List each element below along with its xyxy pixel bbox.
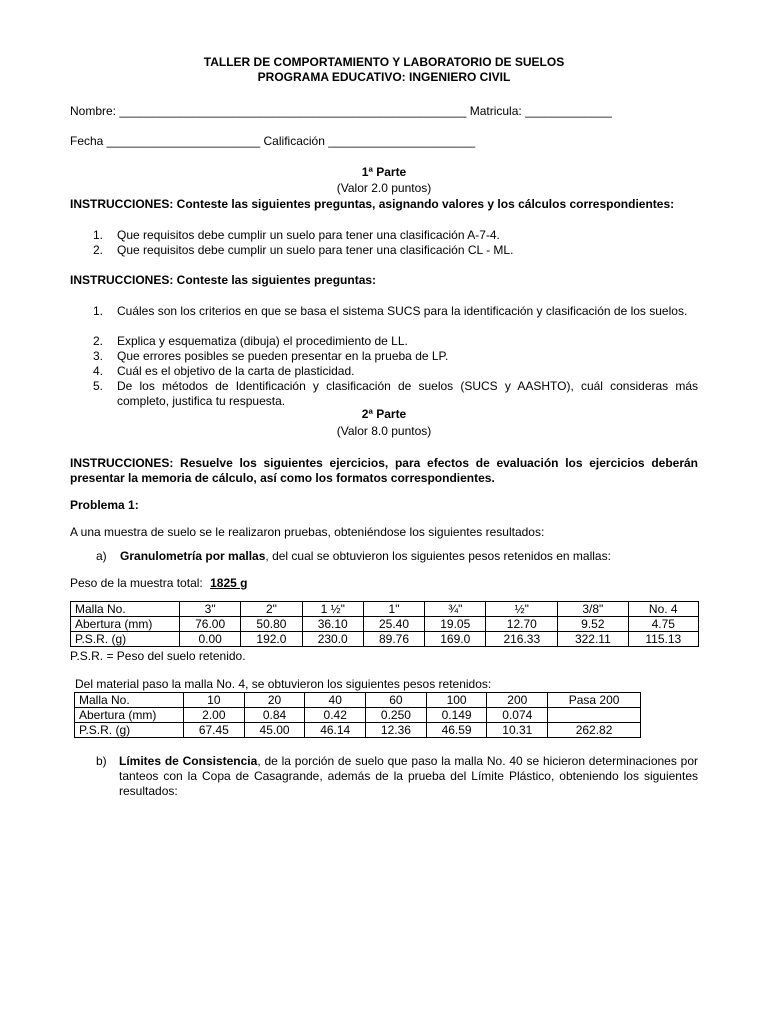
table-cell: 216.33: [486, 632, 558, 647]
table-cell: 322.11: [558, 632, 628, 647]
item-b-label: b): [96, 754, 107, 768]
table-cell: 3/8": [558, 602, 628, 617]
table-row: [71, 617, 699, 632]
item-a: [96, 549, 611, 564]
table-cell: 10.31: [487, 723, 548, 738]
granulometry-table-1: [70, 601, 699, 647]
table-cell: 40: [305, 693, 366, 708]
table-cell: P.S.R. (g): [75, 723, 184, 738]
table-cell: 20: [244, 693, 305, 708]
peso-label: Peso de la muestra total:: [70, 576, 203, 590]
table-cell: 46.59: [426, 723, 487, 738]
fecha-calificacion-line: Fecha _______________________ Calificación ______________________: [70, 134, 476, 148]
table-cell: No. 4: [628, 602, 698, 617]
table-cell: 60: [366, 693, 427, 708]
table-cell: 169.0: [425, 632, 486, 647]
part2-instructions: INSTRUCCIONES: Resuelve los siguientes ejercicios, para efectos de evaluación los ejercicios deberán presentar la memoria de cálculo, así como los formatos correspondientes.: [70, 456, 698, 485]
item-b-rest: , de la porción de suelo que paso la malla No. 40 se hicieron determinaciones por tanteos con la Copa de Casagrande, además de la prueba del Límite Plástico, obteniendo los siguientes resultados:: [119, 754, 699, 798]
table-cell: 10: [184, 693, 245, 708]
table-cell: 9.52: [558, 617, 628, 632]
table-cell: 45.00: [244, 723, 305, 738]
table-cell: 115.13: [628, 632, 698, 647]
table-cell: ½": [486, 602, 558, 617]
table-cell: 67.45: [184, 723, 245, 738]
table-cell: 192.0: [241, 632, 302, 647]
item-b-bold: Límites de Consistencia: [119, 754, 258, 768]
part1-value: (Valor 2.0 puntos): [336, 181, 432, 195]
table-row: [75, 693, 641, 708]
nombre-matricula-line: Nombre: ____________________________________________________ Matricula: _____________: [70, 104, 612, 118]
table-cell: 25.40: [363, 617, 424, 632]
table-cell: 0.250: [366, 708, 427, 723]
peso-muestra: [70, 576, 247, 591]
table2-intro: Del material paso la malla No. 4, se obtuvieron los siguientes pesos retenidos:: [75, 677, 492, 691]
problem-title: Problema 1:: [70, 498, 139, 512]
part1-instructions-2: INSTRUCCIONES: Conteste las siguientes preguntas:: [70, 273, 377, 287]
part1-instructions: INSTRUCCIONES: Conteste las siguientes preguntas, asignando valores y los cálculos correspondientes:: [70, 197, 675, 211]
document-title: TALLER DE COMPORTAMIENTO Y LABORATORIO DE SUELOS: [203, 55, 565, 69]
table-row: [75, 708, 641, 723]
table-cell: 12.70: [486, 617, 558, 632]
part2-heading: 2ª Parte: [361, 407, 407, 421]
table-cell: [548, 708, 641, 723]
item-a-bold: Granulometría por mallas: [120, 549, 266, 563]
table-cell: 50.80: [241, 617, 302, 632]
document-subtitle: PROGRAMA EDUCATIVO: INGENIERO CIVIL: [257, 70, 511, 84]
problem-intro: A una muestra de suelo se le realizaron pruebas, obteniéndose los siguientes resultados:: [70, 525, 545, 539]
table-cell: 0.84: [244, 708, 305, 723]
table-cell: 0.42: [305, 708, 366, 723]
item-b-text: [119, 754, 698, 799]
table-cell: 2": [241, 602, 302, 617]
table-cell: 4.75: [628, 617, 698, 632]
table-cell: 76.00: [180, 617, 241, 632]
table-cell: Malla No.: [75, 693, 184, 708]
item-a-rest: , del cual se obtuvieron los siguientes pesos retenidos en mallas:: [265, 549, 611, 563]
table-cell: Pasa 200: [548, 693, 641, 708]
table-cell: 0.00: [180, 632, 241, 647]
document-page: TALLER DE COMPORTAMIENTO Y LABORATORIO DE SUELOS PROGRAMA EDUCATIVO: INGENIERO CIVIL Nombre: ____________________________________________________ Matricula: _____________ Fecha _______________________ Calificación ______________________ 1ª Parte (Valor 2.0 puntos) INSTRUCCIONES: Conteste las siguientes preguntas, asignando valores y los cálculos correspondientes: 1. Que requisitos debe cumplir un suelo para tener una clasificación A-7-4. 2. Que requisitos debe cumplir un suelo para tener una clasificación CL - ML. INSTRUCCIONES: Conteste las siguientes preguntas: 1. Cuáles son los criterios en que se basa el sistema SUCS para la identificación y clasificación de los suelos. 2. Explica y esquematiza (dibuja) el procedimiento de LL. 3. Que errores posibles se pueden presentar en la prueba de LP. 4. Cuál es el objetivo de la carta de plasticidad. 5. De los métodos de Identificación y clasificación de suelos (SUCS y AASHTO), cuál consideras más completo, justifica tu respuesta. 2ª Parte (Valor 8.0 puntos) INSTRUCCIONES: Resuelve los siguientes ejercicios, para efectos de evaluación los ejercicios deberán presentar la memoria de cálculo, así como los formatos correspondientes. Problema 1: A una muestra de suelo se le realizaron pruebas, obteniéndose los siguientes resultados: a) Granulometría por mallas, del cual se obtuvieron los siguientes pesos retenidos en mallas: Peso de la muestra total: 1825 g Malla No. 3" 2" 1 ½" 1" ¾" ½" 3/8" No. 4 Abertura (mm) 76.00 50.80 36.10 25.40 19.05 12.70 9.52 4.75 P.S.R. (g) 0.00 192.0 230.0 89.76 169.0 216.33 322.11 115.13 P.S.R. = Peso del suelo retenido. Del material paso la malla No. 4, se obtuvieron los siguientes pesos retenidos: Malla No. 10 20 40 60 100 200 Pasa 200 Abertura (mm) 2.00 0.84 0.42 0.250 0.149 0.074 P.S.R. (g) 67.45 45.00 46.14 12.36 46.59 10.31 262.82 b) Límites de Consistencia, de la porción de suelo que paso la malla No. 40 se hicieron determinaciones por tanteos con la Copa de Casagrande, además de la prueba del Límite Plástico, obteniendo los siguientes resultados:: [70, 55, 699, 798]
table-cell: ¾": [425, 602, 486, 617]
table-row: [71, 632, 699, 647]
table-cell: 36.10: [302, 617, 363, 632]
table-cell: 89.76: [363, 632, 424, 647]
psr-note: P.S.R. = Peso del suelo retenido.: [70, 649, 246, 663]
part1-heading: 1ª Parte: [361, 165, 407, 179]
table-cell: 0.149: [426, 708, 487, 723]
item-a-label: a): [96, 549, 107, 563]
table-cell: 230.0: [302, 632, 363, 647]
table-cell: 19.05: [425, 617, 486, 632]
table-cell: 100: [426, 693, 487, 708]
table-cell: 1": [363, 602, 424, 617]
table-cell: 46.14: [305, 723, 366, 738]
table-cell: 0.074: [487, 708, 548, 723]
table-row: [75, 723, 641, 738]
table-row: [71, 602, 699, 617]
table-cell: Abertura (mm): [75, 708, 184, 723]
table-cell: 3": [180, 602, 241, 617]
table-cell: P.S.R. (g): [71, 632, 180, 647]
part2-value: (Valor 8.0 puntos): [336, 424, 432, 438]
peso-value: 1825 g: [210, 576, 248, 590]
granulometry-table-2: [74, 692, 641, 738]
table-cell: 200: [487, 693, 548, 708]
table-cell: Abertura (mm): [71, 617, 180, 632]
table-cell: 2.00: [184, 708, 245, 723]
table-cell: 1 ½": [302, 602, 363, 617]
table-cell: Malla No.: [71, 602, 180, 617]
table-cell: 12.36: [366, 723, 427, 738]
table-cell: 262.82: [548, 723, 641, 738]
